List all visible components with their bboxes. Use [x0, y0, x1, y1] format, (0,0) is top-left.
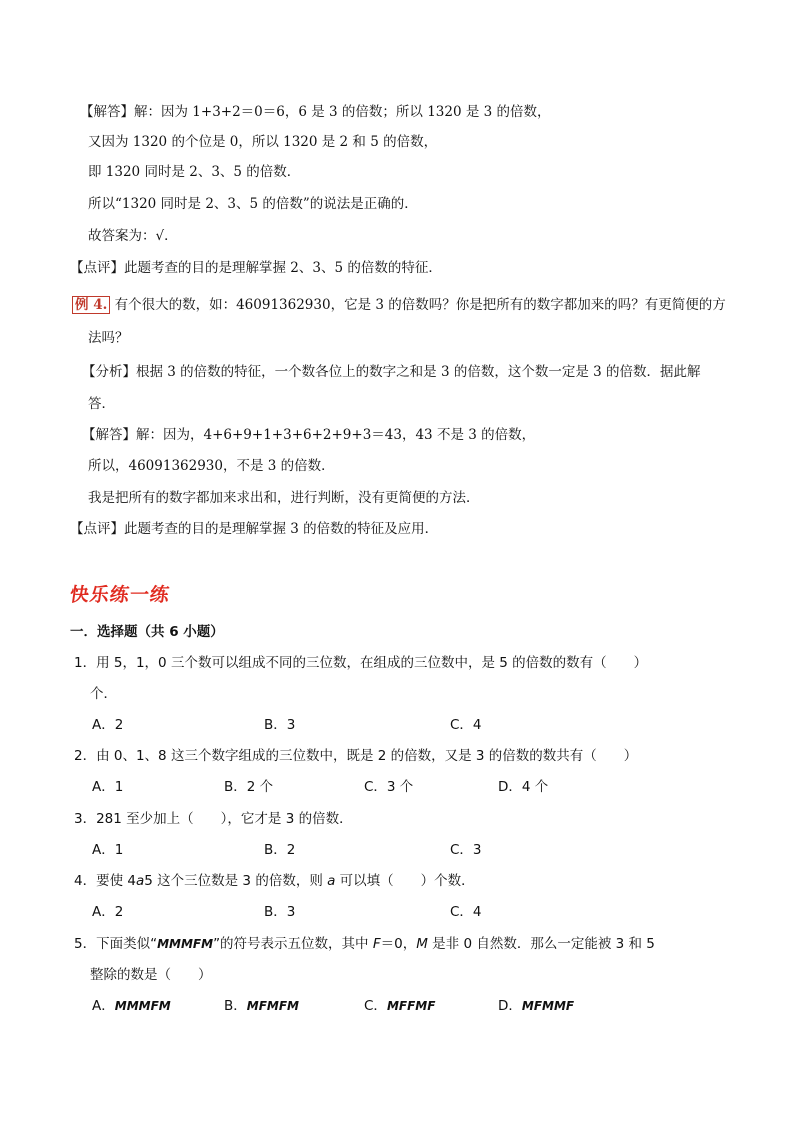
q3-option-a[interactable]: A．1: [92, 842, 124, 858]
question-5: [74, 934, 655, 954]
question-3: 3．281 至少加上（ ），它才是 3 的倍数．: [74, 811, 353, 827]
example-label: 例 4.: [72, 296, 110, 314]
analysis-text: 根据 3 的倍数的特征，一个数各位上的数字之和是 3 的倍数，这个数一定是 3 的倍数．据此解: [136, 364, 701, 380]
answer-line-1: [82, 425, 535, 445]
q5-option-b-label: B．: [224, 998, 247, 1014]
q5-option-b[interactable]: [224, 996, 299, 1016]
q2-option-a[interactable]: A．1: [92, 779, 124, 795]
q5-option-c-symbol: MFFMF: [386, 999, 436, 1013]
answer-text: 解：因为，4+6+9+1+3+6+2+9+3＝43，43 不是 3 的倍数，: [136, 427, 536, 443]
q4-option-b[interactable]: B．3: [264, 904, 296, 920]
solution-line-1: [80, 102, 551, 122]
q1-option-c[interactable]: C．4: [450, 717, 482, 733]
analysis-tag: 【分析】: [82, 364, 136, 380]
q5-text-post: 是非 0 自然数．那么一定能被 3 和 5: [427, 936, 655, 952]
q4-variable-a-2: a: [327, 873, 336, 889]
section-title: 一．选择题（共 6 小题）: [70, 624, 224, 640]
q4-variable-a: a: [135, 873, 145, 889]
solution-line-2: 又因为 1320 的个位是 0，所以 1320 是 2 和 5 的倍数，: [88, 134, 438, 150]
question-2: 2．由 0、1、8 这三个数字组成的三位数中，既是 2 的倍数，又是 3 的倍数的数共有（ ）: [74, 748, 638, 764]
solution-line-4: 所以“1320 同时是 2、3、5 的倍数”的说法是正确的．: [88, 196, 418, 212]
q4-option-a[interactable]: A．2: [92, 904, 124, 920]
q5-option-c-label: C．: [364, 998, 387, 1014]
q5-variable-m: M: [416, 936, 428, 952]
comment-line: [70, 258, 442, 278]
q5-option-d[interactable]: [498, 996, 574, 1016]
question-1: 1．用 5，1，0 三个数可以组成不同的三位数，在组成的三位数中，是 5 的倍数的数有（ ）: [74, 655, 648, 671]
q5-text-mid: ”的符号表示五位数，其中: [213, 936, 373, 952]
comment-tag: 【点评】: [70, 260, 124, 276]
question-4: [74, 871, 475, 891]
q5-option-a[interactable]: [92, 996, 171, 1016]
q5-text-pre: 5．下面类似“: [74, 936, 158, 952]
analysis-line-2: 答．: [88, 396, 115, 412]
q5-option-b-symbol: MFMFM: [246, 999, 299, 1013]
q5-option-d-label: D．: [498, 998, 522, 1014]
answer-line-3: 我是把所有的数字都加来求出和，进行判断，没有更简便的方法．: [88, 490, 480, 506]
q5-symbol: MMMFM: [157, 937, 214, 951]
q3-option-c[interactable]: C．3: [450, 842, 482, 858]
q1-option-b[interactable]: B．3: [264, 717, 296, 733]
q2-option-c[interactable]: C．3 个: [364, 779, 414, 795]
example-question-text: 有个很大的数，如：46091362930，它是 3 的倍数吗？你是把所有的数字都加来的吗？有更简便的方: [114, 297, 726, 313]
answer-tag: 【解答】: [80, 104, 134, 120]
practice-heading: 快乐练一练: [68, 584, 172, 606]
q4-text-mid: 5 这个三位数是 3 的倍数，则: [144, 873, 328, 889]
answer-tag: 【解答】: [82, 427, 136, 443]
q5-option-a-label: A．: [92, 998, 115, 1014]
solution-text: 解：因为 1+3+2＝0＝6，6 是 3 的倍数；所以 1320 是 3 的倍数，: [134, 104, 551, 120]
comment-tag: 【点评】: [70, 521, 124, 537]
q5-option-c[interactable]: [364, 996, 435, 1016]
comment-text: 此题考查的目的是理解掌握 2、3、5 的倍数的特征．: [124, 260, 442, 276]
q2-option-b[interactable]: B．2 个: [224, 779, 274, 795]
q4-option-c[interactable]: C．4: [450, 904, 482, 920]
solution-line-3: 即 1320 同时是 2、3、5 的倍数．: [88, 164, 301, 180]
q5-option-a-symbol: MMMFM: [114, 999, 171, 1013]
q5-variable-f: F: [372, 936, 381, 952]
question-1-line-2: 个．: [90, 686, 117, 702]
q5-text-mid2: ＝0，: [380, 936, 417, 952]
q4-text-post: 可以填（ ）个数．: [335, 873, 475, 889]
comment-text: 此题考查的目的是理解掌握 3 的倍数的特征及应用．: [124, 521, 439, 537]
analysis-line-1: [82, 362, 701, 382]
question-5-line-2: 整除的数是（ ）: [90, 967, 212, 983]
q4-text-pre: 4．要使 4: [74, 873, 136, 889]
q5-option-d-symbol: MFMMF: [521, 999, 575, 1013]
q3-option-b[interactable]: B．2: [264, 842, 296, 858]
example-4-question: [72, 295, 726, 315]
example-question-line-2: 法吗？: [88, 330, 129, 346]
comment-line-4: [70, 519, 438, 539]
q1-option-a[interactable]: A．2: [92, 717, 124, 733]
solution-line-5: 故答案为：√．: [88, 228, 178, 244]
answer-line-2: 所以，46091362930，不是 3 的倍数．: [88, 458, 335, 474]
q2-option-d[interactable]: D．4 个: [498, 779, 549, 795]
